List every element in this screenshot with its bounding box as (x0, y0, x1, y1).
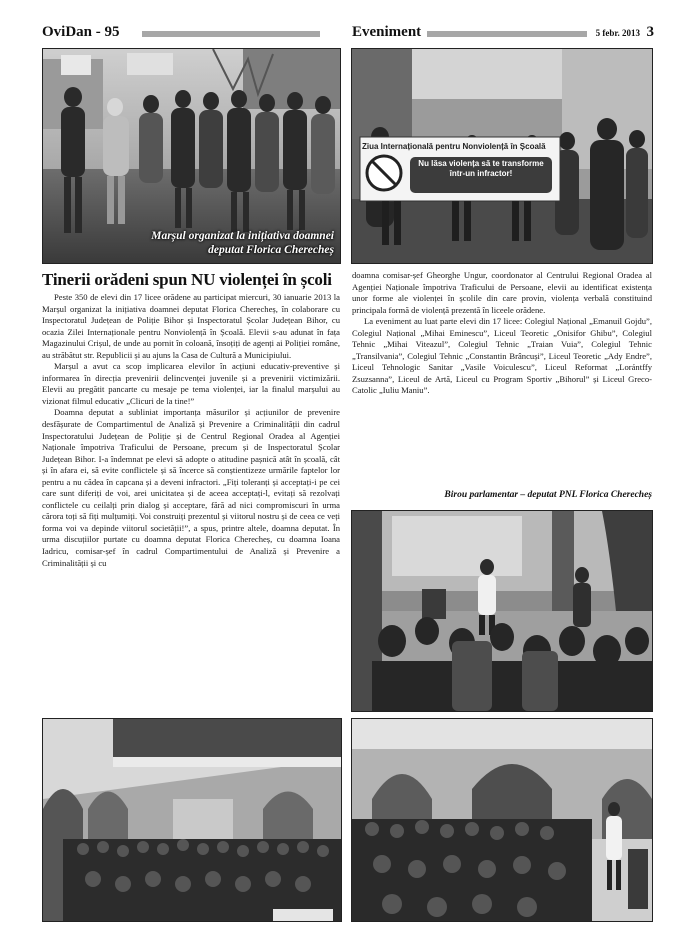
photo-auditorium-wide (42, 718, 342, 922)
photo-hall-speaker (351, 510, 653, 712)
photo-march-banner (351, 48, 653, 264)
photo-auditorium-side (351, 718, 653, 922)
article-paragraph-3: Doamna deputat a subliniat importanța măsurilor și acțiunilor de prevenire desfășurate de Compartimentul de Analiză și Prevenire a Criminalității din cadrul Inspectoratului Județean de Poliție și de Centrul Regional Oradea al Agenției Naționale împotriva Traficului de Persoane, precum și de Inspectoratul Școlar Județean Bihor. I-a îndemnat pe elevi să adopte o atitudine pașnică atât în școală, cât și în afara ei, să evite conflictele și să încerce să conștientizeze urmările faptelor lor pentru a nu cădea în capcana și a deveni infractori. „Fiți toleranți și acceptați-i pe cei care sunt diferiți de voi, arei unicitatea și de aceea acceptați-l, evitați să rezolvați conflictele cu ceilalți prin dialog și acceptare, fără ad nici compromiscuri în urma cărora toți să fiți mulțumiți. Voi construiți prezentul și viitorul nostru și de ceea ce veți forma voi va depinde viitorul societății!”, a spus, printre altele, doamna deputat. În urma discuțiilor purtate cu doamna deputat Florica Cherecheș, cu doamna Ioana Iadricu, comisar-șef în cadrul Compartimentului de Analiză și Prevenire a Criminalității și cu (42, 407, 340, 568)
page-header (42, 24, 654, 44)
photo-caption: Marșul organizat la inițiativa doamnei deputat Florica Cherecheș (151, 230, 334, 256)
article-title: Tinerii orădeni spun NU violenței în școli (42, 270, 332, 289)
article-paragraph-2: Marșul a avut ca scop implicarea elevilor în acțiuni educativ-preventive și informarea în direcția prevenirii delincvenței juvenile și a prevenirii victimizării. Elevii au pregătit pancarte cu mesaje pe tema violenței, iar la finalul marșului au vizionat filmul educativ „Clicuri de la tine!” (42, 361, 340, 406)
section-name: Eveniment (352, 24, 422, 40)
article-paragraph-1: Peste 350 de elevi din 17 licee orădene au participat miercuri, 30 ianuarie 2013 la Marșul organizat la inițiativa doamnei deputat Florica Cherecheș, în colaborare cu Inspectoratul Județean de Poliție Bihor și Inspectoratul Școlar Județean Bihor, cu ocazia Zilei Internaționale pentru Nonviolență în Școală. Elevii s-au adunat în fața Magazinului Crișul, de unde au pornit în coloană, însoțiți de agenți ai Poliției române, au străbătut str. Republicii și au ajuns la Casa de Cultură a Municipiului. (42, 292, 340, 360)
header-rule-right (427, 31, 587, 37)
article-signature: Birou parlamentar – deputat PNL Florica Cherecheș (444, 490, 652, 500)
photo-march-group (42, 48, 341, 264)
page-number: 3 (646, 24, 654, 40)
article-column-left (42, 292, 340, 716)
publication-name: OviDan - 95 (42, 24, 120, 40)
header-rule-left (142, 31, 320, 37)
article-column-right (352, 270, 652, 488)
article-paragraph-5: La eveniment au luat parte elevi din 17 licee: Colegiul Național „Emanuil Gojdu”, Colegiul Național „Mihai Eminescu”, Liceul Teoretic „Onisifor Ghibu”, Colegiul Tehnic „Mihai Viteazul”, Colegiul Tehnic „Traian Vuia”, Colegiul Tehnic „Transilvania”, Colegiul Tehnic „Constantin Brâncuși”, Liceul Teoretic „Ady Endre”, Liceul Tehnologic Sanitar „Vasile Voiculescu”, Liceul Reformat „Lorántffy Zsuzsanna”, Liceul de Artă, Liceul cu Program Sportiv „Bihorul” și Liceul Greco-Catolic „Iuliu Maniu”. (352, 316, 652, 396)
banner-title: Ziua Internațională pentru Nonviolență în Școală (362, 142, 546, 151)
issue-date: 5 febr. 2013 (595, 28, 640, 38)
article-paragraph-4: doamna comisar-șef Gheorghe Ungur, coordonator al Centrului Regional Oradea al Agenției Naționale împotriva Traficului de Persoane, elevii au identificat existența unor forme ale violenței în școlile din care provin, violența verbală constituind principala formă de violență prezentă în liceele orădene. (352, 270, 652, 315)
banner-slogan: Nu lăsa violența să te transforme într-un infractor! (418, 159, 544, 178)
